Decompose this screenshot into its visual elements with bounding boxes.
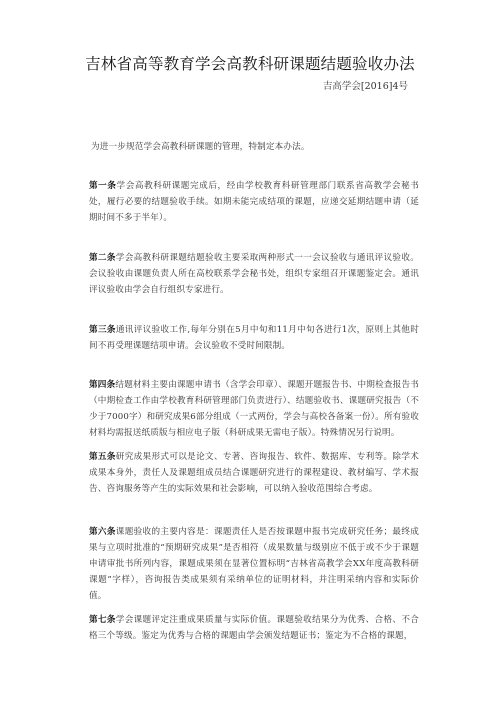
intro-paragraph: 为进一步规范学会高教科研课题的管理，特制定本办法。: [91, 142, 310, 152]
article-2-label: 第二条: [89, 253, 116, 263]
article-3: [89, 322, 419, 354]
article-5-text: 研究成果形式可以是论文、专著、咨询报告、软件、数据库、专利等。除学术成果本身外，责任人及课题组成员结合课题研究进行的课程建设、教材编写、学术报告、咨询服务等产生的实际效果和社会影响，可以纳入验收范围综合考虑。: [89, 452, 419, 494]
article-7-text: 学会课题评定注重成果质量与实际价值。课题验收结果分为优秀、合格、不合格三个等级。鉴定为优秀与合格的课题由学会颁发结题证书；鉴定为不合格的课题，: [89, 615, 419, 641]
article-5-label: 第五条: [89, 452, 116, 462]
document-title: 吉林省高等教育学会高教科研课题结题验收办法: [85, 55, 415, 73]
article-6-text: 课题验收的主要内容是：课题责任人是否按课题申报书完成研究任务；最终成果与立项时批准的“预期研究成果”是否相符（成果数量与级别应不低于或不少于课题申请审批书所列内容，课题成果须在显著位置标明“吉林省高教学会XX年度高教科研课题”字样），咨询报告类成果须有采纳单位的证明材料，并注明采纳内容和实际价值。: [89, 527, 419, 601]
article-6: [89, 524, 419, 604]
article-1-label: 第一条: [89, 181, 117, 191]
article-4: [89, 377, 419, 441]
article-1-text: 学会高教科研课题完成后，经由学校教育科研管理部门联系省高教学会秘书处，履行必要的结题验收手续。如期未能完成结项的课题，应递交延期结题申请（延期时间不多于半年）。: [89, 181, 420, 223]
article-7: [89, 612, 419, 644]
article-6-label: 第六条: [89, 527, 116, 537]
article-4-label: 第四条: [89, 380, 116, 390]
article-3-label: 第三条: [89, 325, 116, 335]
article-3-text: 通讯评议验收工作,每年分别在5月中旬和11月中旬各进行1次，原则上其他时间不再受理课题结项申请。会议验收不受时间限制。: [89, 325, 419, 351]
article-4-text: 结题材料主要由课题申请书（含学会印章）、课题开题报告书、中期检查报告书（中期检查工作由学校教育科研管理部门负责进行）、结题验收书、课题研究报告（不少于7000字）和研究成果6部分组成（一式两份，学会与高校各备案一份）。所有验收材料均需报送纸质版与相应电子版（科研成果无需电子版）。特殊情况另行说明。: [89, 380, 420, 438]
article-2: [89, 250, 419, 298]
document-number: 吉高学会[2016]4号: [322, 81, 408, 92]
article-2-text: 学会高教科研课题结题验收主要采取两种形式一一会议验收与通讯评议验收。会议验收由课题负责人所在高校联系学会秘书处，组织专家组召开课题鉴定会。通讯评议验收由学会自行组织专家进行。: [89, 253, 419, 295]
article-5: [89, 449, 419, 497]
article-1: [89, 178, 419, 226]
article-7-label: 第七条: [89, 615, 116, 625]
